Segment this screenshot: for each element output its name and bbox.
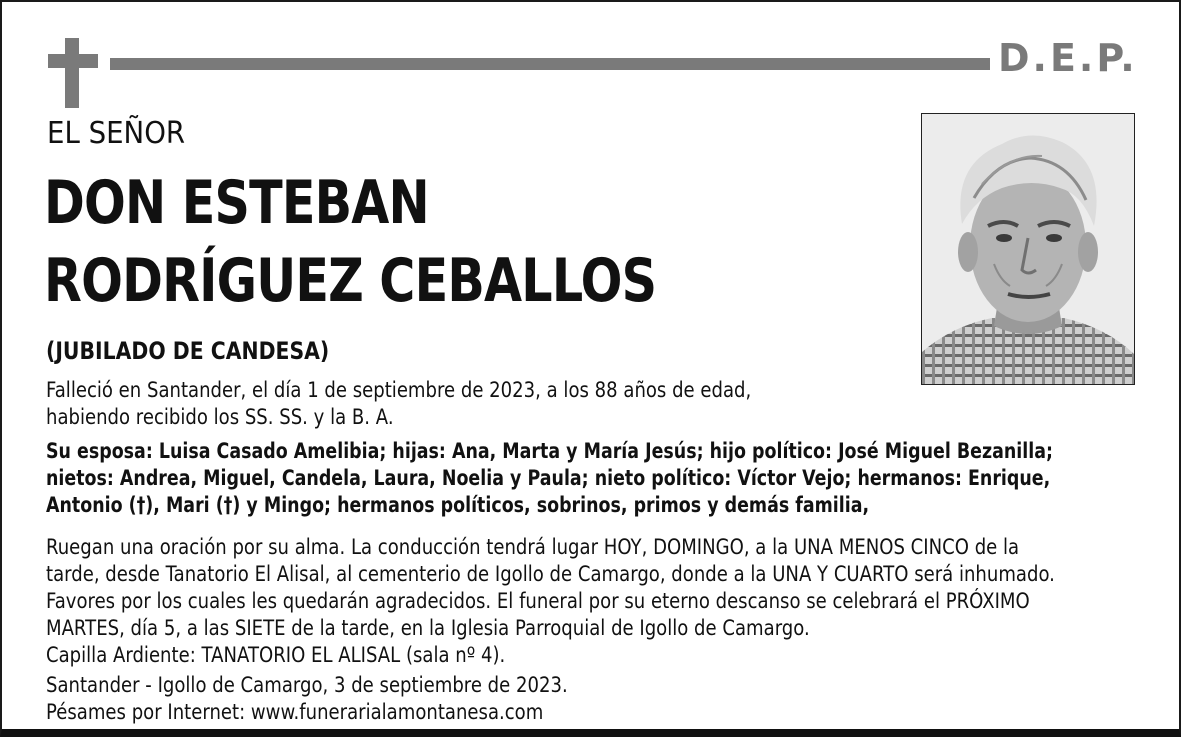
service-details	[46, 534, 1055, 669]
condolences-web-line: Pésames por Internet: www.funerarialamontanesa.com	[46, 700, 544, 724]
family-line: nietos: Andrea, Miguel, Candela, Laura, Noelia y Paula; nieto político: Víctor Vejo; hermanos: Enrique,	[46, 466, 1051, 490]
cross-icon	[65, 38, 79, 108]
service-line: Capilla Ardiente: TANATORIO EL ALISAL (sala nº 4).	[46, 643, 506, 667]
family-list	[46, 438, 1053, 519]
portrait-image	[922, 114, 1134, 384]
service-line: tarde, desde Tanatorio El Alisal, al cementerio de Igollo de Camargo, donde a la UNA Y CUARTO será inhumado.	[46, 562, 1055, 586]
notice-heading: EL SEÑOR	[47, 116, 186, 151]
family-line: Antonio (†), Mari (†) y Mingo; hermanos políticos, sobrinos, primos y demás familia,	[46, 493, 870, 517]
service-line: MARTES, día 5, a las SIETE de la tarde, en la Iglesia Parroquial de Igollo de Camargo.	[46, 616, 810, 640]
death-details	[46, 377, 751, 431]
family-line: Su esposa: Luisa Casado Amelibia; hijas: Ana, Marta y María Jesús; hijo político: José Miguel Bezanilla;	[46, 439, 1053, 463]
service-line: Favores por los cuales les quedarán agradecidos. El funeral por su eterno descanso se celebrará el PRÓXIMO	[46, 589, 1030, 613]
header-rule	[110, 58, 990, 70]
place-date-line: Santander - Igollo de Camargo, 3 de septiembre de 2023.	[46, 673, 568, 697]
occupation-label: (JUBILADO DE CANDESA)	[46, 337, 330, 365]
deceased-name-line-2: RODRÍGUEZ CEBALLOS	[44, 246, 657, 316]
death-line: Falleció en Santander, el día 1 de septiembre de 2023, a los 88 años de edad,	[46, 378, 752, 402]
notice-footer	[46, 672, 568, 726]
service-line: Ruegan una oración por su alma. La conducción tendrá lugar HOY, DOMINGO, a la UNA MENOS CINCO de la	[46, 535, 1020, 559]
portrait-photo	[921, 113, 1135, 385]
cross-icon-bar	[48, 54, 98, 68]
deceased-name-line-1: DON ESTEBAN	[44, 168, 429, 238]
death-line: habiendo recibido los SS. SS. y la B. A.	[46, 405, 394, 429]
dep-label: D.E.P.	[998, 36, 1138, 80]
